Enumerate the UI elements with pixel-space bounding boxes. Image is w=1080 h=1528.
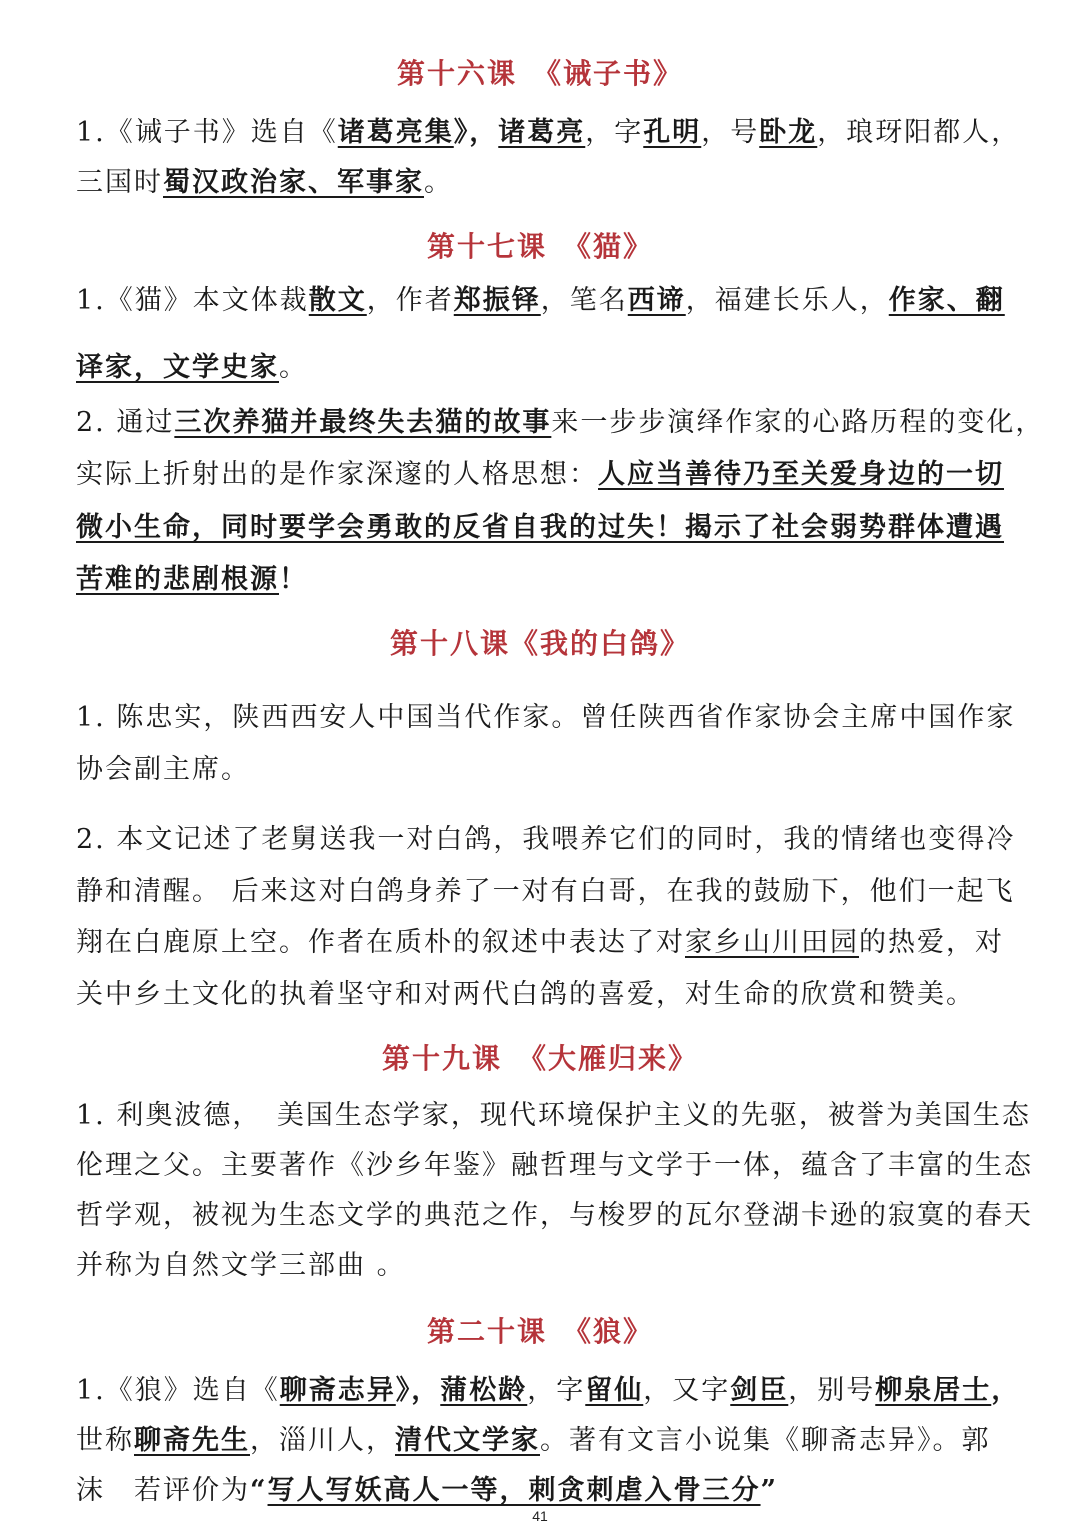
lesson-18-title: 第十八课《我的白鸽》 — [389, 627, 690, 660]
lesson-17-line-6: 苦难的悲剧根源！ — [76, 564, 308, 595]
lesson-20-line-2: 世称聊斋先生，淄川人，清代文学家。著有文言小说集《聊斋志异》。郭 — [76, 1425, 991, 1456]
lesson-19-line-1: 1. 利奥波德， 美国生态学家，现代环境保护主义的先驱，被誉为美国生态 — [76, 1100, 1031, 1131]
lesson-18-line-1: 1. 陈忠实，陕西西安人中国当代作家。曾任陕西省作家协会主席中国作家 — [76, 702, 1016, 733]
lesson-17-line-1: 1.《猫》本文体裁散文，作者郑振铎，笔名西谛，福建长乐人，作家、翻 — [76, 285, 1005, 316]
lesson-16-line-2: 三国时蜀汉政治家、军事家。 — [76, 167, 453, 198]
lesson-18-line-2: 协会副主席。 — [76, 754, 250, 785]
lesson-17-line-3: 2. 通过三次养猫并最终失去猫的故事来一步步演绎作家的心路历程的变化， — [76, 407, 1045, 438]
lesson-17-line-2: 译家，文学史家。 — [76, 352, 308, 383]
lesson-18-line-6: 关中乡土文化的执着坚守和对两代白鸽的喜爱，对生命的欣赏和赞美。 — [76, 979, 975, 1010]
lesson-17-line-4: 实际上折射出的是作家深邃的人格思想：人应当善待乃至关爱身边的一切 — [76, 459, 1004, 490]
lesson-17-line-5: 微小生命，同时要学会勇敢的反省自我的过失！揭示了社会弱势群体遭遇 — [76, 512, 1004, 543]
lesson-20-line-3: 沫 若评价为“写人写妖高人一等，刺贪刺虐入骨三分” — [76, 1475, 779, 1506]
lesson-18-line-5: 翔在白鹿原上空。作者在质朴的叙述中表达了对家乡山川田园的热爱，对 — [76, 927, 1004, 958]
lesson-18-line-3: 2. 本文记述了老舅送我一对白鸽，我喂养它们的同时，我的情绪也变得冷 — [76, 824, 1016, 855]
lesson-19-line-4: 并称为自然文学三部曲 。 — [76, 1250, 406, 1281]
lesson-16-title: 第十六课 《诫子书》 — [396, 57, 683, 90]
lesson-18-line-4: 静和清醒。 后来这对白鸽身养了一对有白哥，在我的鼓励下，他们一起飞 — [76, 876, 1015, 907]
lesson-20-title: 第二十课 《狼》 — [426, 1315, 653, 1348]
lesson-19-line-2: 伦理之父。主要著作《沙乡年鉴》融哲理与文学于一体，蕴含了丰富的生态 — [76, 1150, 1033, 1181]
page-number: 41 — [532, 1508, 548, 1524]
lesson-16-line-1: 1.《诫子书》选自《诸葛亮集》，诸葛亮，字孔明，号卧龙，琅玡阳都人， — [76, 117, 1021, 148]
lesson-17-title: 第十七课 《猫》 — [426, 230, 653, 263]
lesson-19-title: 第十九课 《大雁归来》 — [381, 1042, 698, 1075]
lesson-20-line-1: 1.《狼》选自《聊斋志异》，蒲松龄，字留仙，又字剑臣，别号柳泉居士， — [76, 1375, 1021, 1406]
lesson-19-line-3: 哲学观，被视为生态文学的典范之作，与梭罗的瓦尔登湖卡逊的寂寞的春天 — [76, 1200, 1033, 1231]
